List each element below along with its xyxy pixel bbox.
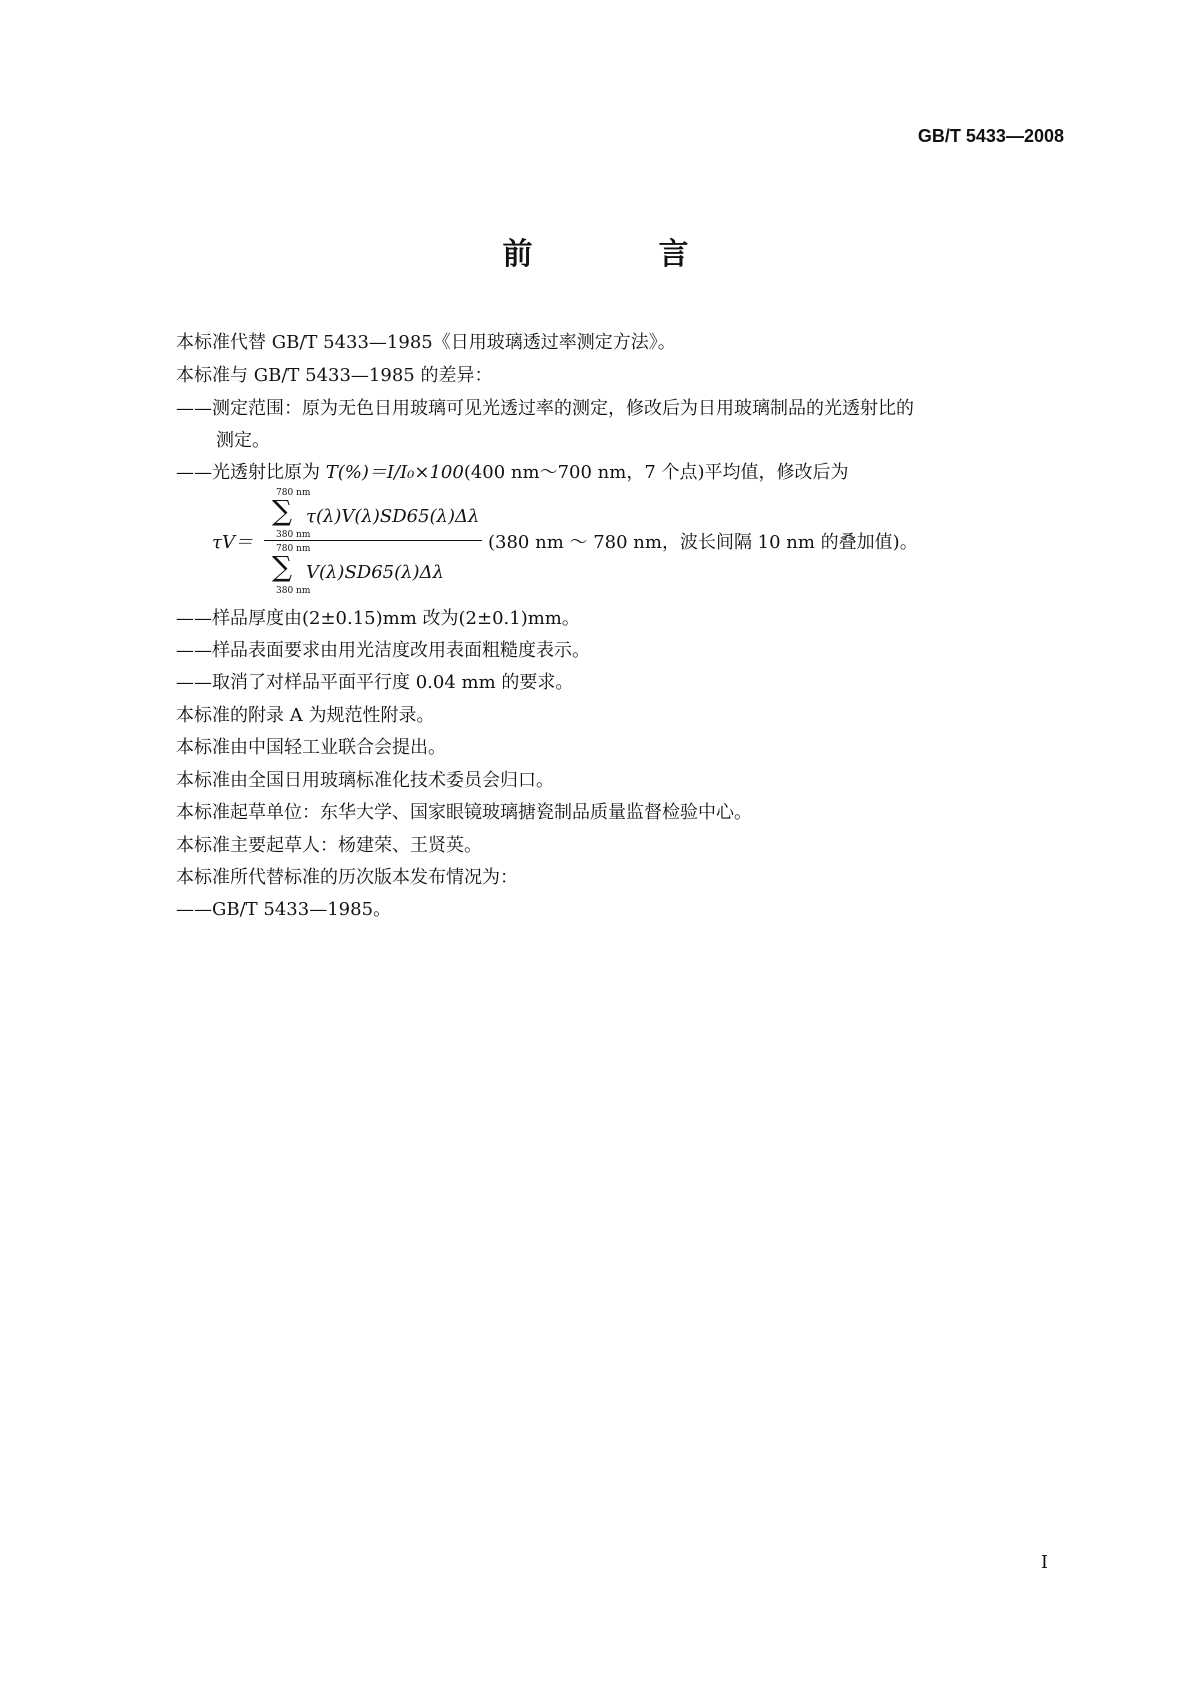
paragraph: 本标准代替 GB/T 5433—1985《日用玻璃透过率测定方法》。 [176,332,676,353]
item-prefix: ——光透射比原为 [176,462,326,483]
list-item: ——GB/T 5433—1985。 [176,899,392,920]
formula-denominator: V(λ)SD65(λ)Δλ [306,562,444,583]
list-item-continuation: 测定。 [216,430,270,451]
formula-numerator: τ(λ)V(λ)SD65(λ)Δλ [306,506,480,527]
denominator-upper-limit: 780 nm [276,544,311,554]
sum-symbol: ∑ [272,494,292,527]
formula-block [212,488,972,596]
numerator-lower-limit: 380 nm [276,530,311,540]
numerator-upper-limit: 780 nm [276,488,311,498]
page-number: I [1040,1552,1048,1573]
list-item: ——样品厚度由(2±0.15)mm 改为(2±0.1)mm。 [176,608,580,629]
paragraph: 本标准所代替标准的历次版本发布情况为： [176,867,518,888]
paragraph: 本标准主要起草人：杨建荣、王贤英。 [176,835,482,856]
list-item: ——样品表面要求由用光洁度改用表面粗糙度表示。 [176,640,590,661]
paragraph: 本标准由全国日用玻璃标准化技术委员会归口。 [176,770,554,791]
list-item-transmittance [176,462,849,484]
paragraph: 本标准与 GB/T 5433—1985 的差异： [176,365,493,386]
formula-lhs: τV＝ [212,532,253,553]
paragraph: 本标准由中国轻工业联合会提出。 [176,737,446,758]
denominator-lower-limit: 380 nm [276,586,311,596]
paragraph: 本标准起草单位：东华大学、国家眼镜玻璃搪瓷制品质量监督检验中心。 [176,802,752,823]
old-formula: T(%)＝I/I₀×100 [325,462,464,483]
sum-symbol: ∑ [272,550,292,583]
item-suffix: (400 nm～700 nm，7 个点)平均值，修改后为 [463,462,849,483]
page-title: 前 言 [502,237,737,272]
fraction-line [264,540,482,541]
list-item: ——取消了对样品平面平行度 0.04 mm 的要求。 [176,672,574,693]
formula-note: (380 nm ～ 780 nm，波长间隔 10 nm 的叠加值)。 [488,532,918,553]
standard-number: GB/T 5433—2008 [917,126,1064,146]
list-item: ——测定范围：原为无色日用玻璃可见光透过率的测定，修改后为日用玻璃制品的光透射比的 [176,398,914,419]
paragraph: 本标准的附录 A 为规范性附录。 [176,705,435,726]
